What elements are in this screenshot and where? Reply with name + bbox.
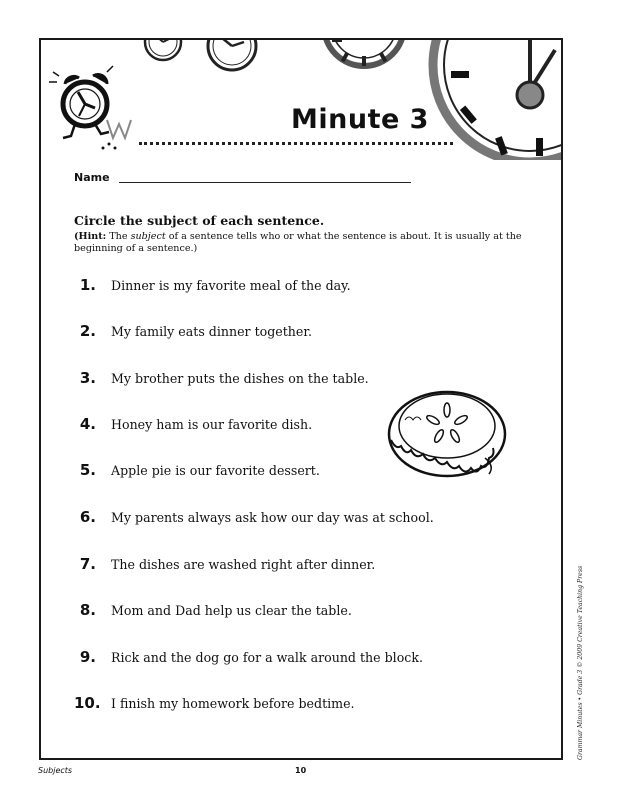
hint-word: subject [130, 231, 166, 242]
item-number: 8. [79, 601, 96, 619]
item-number: 7. [79, 555, 96, 573]
hint-post: of a sentence tells who or what the sentence is about. It is usually at the beginning of a sentence.) [74, 231, 522, 254]
page-number: 10 [295, 766, 307, 775]
item-sentence[interactable]: I finish my homework before bedtime. [111, 696, 355, 711]
item-sentence[interactable]: My family eats dinner together. [111, 324, 312, 339]
small-clock-icon [208, 38, 256, 70]
hint-text [74, 231, 529, 255]
footer-section: Subjects [38, 766, 73, 775]
copyright-side-text: Grammar Minutes • Grade 3 © 2009 Creative Teaching Press [577, 565, 584, 760]
item-sentence[interactable]: Mom and Dad help us clear the table. [111, 603, 352, 618]
small-clock-icon [145, 38, 181, 60]
item-sentence[interactable]: The dishes are washed right after dinner. [111, 557, 376, 572]
worksheet-frame [39, 38, 563, 760]
hint-label: (Hint: [74, 231, 107, 242]
item-sentence[interactable]: My parents always ask how our day was at school. [111, 510, 434, 525]
medium-clock-icon [324, 38, 404, 66]
item-number: 10. [74, 694, 101, 712]
hint-pre: The [106, 231, 131, 242]
item-number: 3. [79, 369, 96, 387]
running-alarm-clock-illustration [45, 62, 145, 162]
clock-row-illustration [136, 38, 436, 82]
item-number: 1. [79, 276, 96, 294]
item-sentence[interactable]: Honey ham is our favorite dish. [111, 417, 313, 432]
instructions-heading: Circle the subject of each sentence. [74, 213, 325, 228]
name-input-line[interactable] [119, 182, 411, 183]
item-number: 2. [79, 322, 96, 340]
page-title: Minute 3 [291, 104, 429, 135]
title-dotted-line [139, 142, 453, 145]
item-number: 6. [79, 508, 96, 526]
item-sentence[interactable]: My brother puts the dishes on the table. [111, 371, 369, 386]
item-sentence[interactable]: Rick and the dog go for a walk around the block. [111, 650, 423, 665]
item-number: 4. [79, 415, 96, 433]
item-sentence[interactable]: Dinner is my favorite meal of the day. [111, 278, 351, 293]
item-number: 5. [79, 461, 96, 479]
name-label: Name [74, 171, 110, 184]
apple-pie-illustration [385, 380, 515, 490]
item-number: 9. [79, 648, 96, 666]
item-sentence[interactable]: Apple pie is our favorite dessert. [111, 463, 320, 478]
